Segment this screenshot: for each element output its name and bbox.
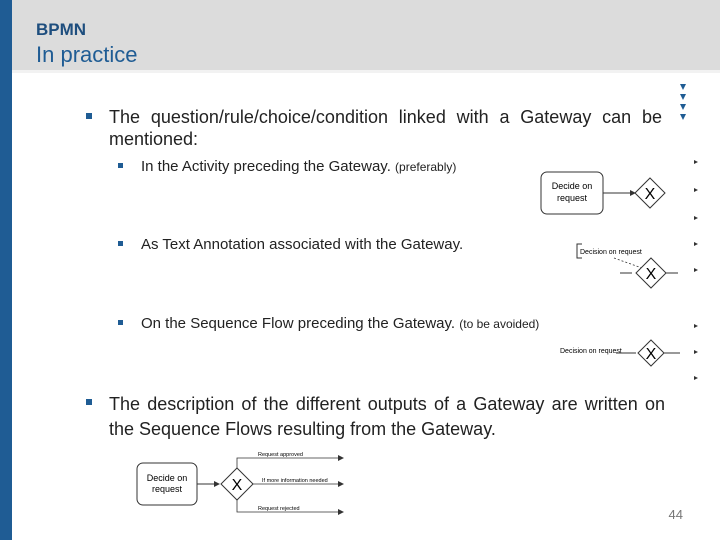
brand-label: BPMN xyxy=(36,20,87,39)
sub-bullet-flow xyxy=(141,315,539,332)
gateway-x: X xyxy=(231,477,243,494)
diagram-gateway-outputs xyxy=(134,450,354,522)
header-divider xyxy=(12,70,720,73)
output-more-info: If more information needed xyxy=(262,478,328,484)
bullet-marker xyxy=(86,113,92,119)
sub-bullet-flow-note: (to be avoided) xyxy=(459,317,540,331)
diagram-flow-gateway xyxy=(556,338,686,368)
flow-label: Decision on request xyxy=(560,348,622,355)
sub-bullet-annotation-text: As Text Annotation associated with the Gateway. xyxy=(141,236,464,253)
sub-bullet-activity-text: In the Activity preceding the Gateway. xyxy=(141,158,391,175)
output-rejected: Request rejected xyxy=(258,506,300,512)
bullet-marker xyxy=(86,399,92,405)
gateway-x: X xyxy=(645,266,657,283)
sub-bullet-activity-note: (preferably) xyxy=(395,160,457,174)
bottom-task-line1: Decide on xyxy=(146,473,188,483)
left-accent-bar xyxy=(0,0,12,540)
bullet-first: The question/rule/choice/condition linked with a Gateway can be mentioned: xyxy=(109,107,662,149)
gateway-x: X xyxy=(644,186,656,203)
sub-bullet-marker xyxy=(118,320,123,325)
sub-bullet-flow-text: On the Sequence Flow preceding the Gateway. xyxy=(141,315,456,332)
sub-bullet-marker xyxy=(118,241,123,246)
diagram-annotation-gateway xyxy=(574,240,680,292)
annotation-text: Decision on request xyxy=(580,249,642,256)
page-number: 44 xyxy=(668,507,683,522)
sub-bullet-activity xyxy=(141,158,456,175)
bottom-task-line2: request xyxy=(151,484,183,494)
output-approved: Request approved xyxy=(258,452,303,458)
gateway-x: X xyxy=(645,346,657,363)
sub-bullet-annotation xyxy=(141,236,463,253)
task-label-line1: Decide on xyxy=(551,181,593,191)
task-label-line2: request xyxy=(556,193,588,203)
diagram-activity-gateway xyxy=(538,170,678,218)
sub-bullet-marker xyxy=(118,163,123,168)
bullet-second: The description of the different outputs of a Gateway are written on the Sequence Flows resulting from the Gateway. xyxy=(109,394,665,439)
slide-title: In practice xyxy=(36,42,138,67)
